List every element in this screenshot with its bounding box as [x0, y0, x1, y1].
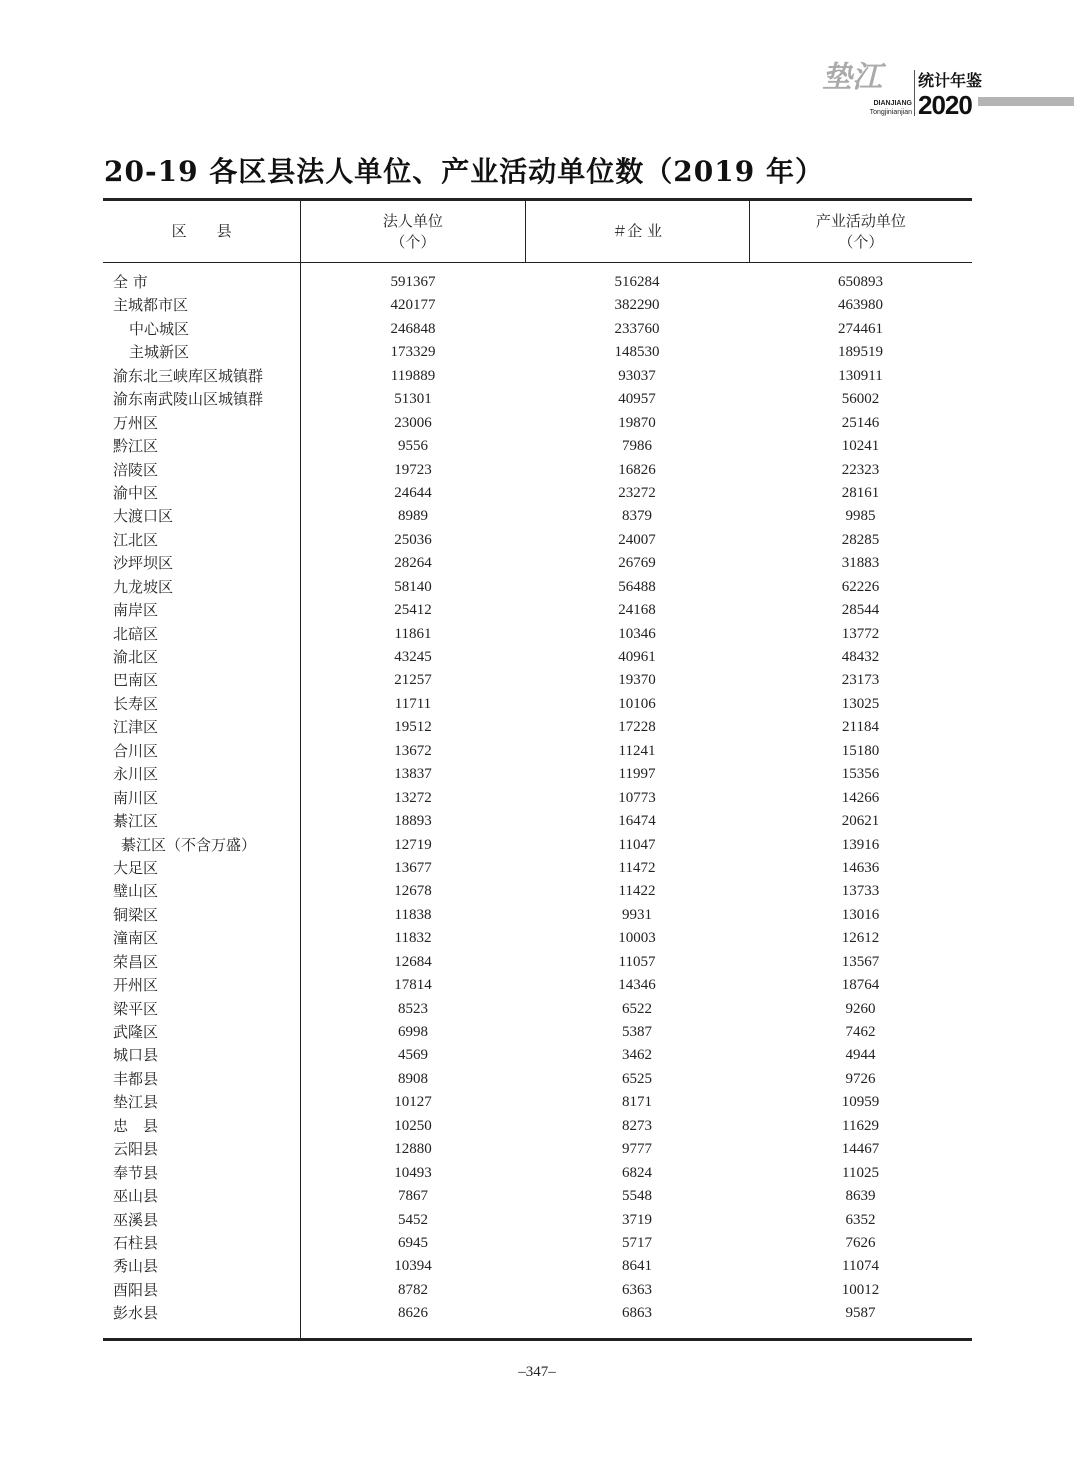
yearbook-logo [822, 60, 983, 120]
district-name: 渝北区 [113, 648, 159, 666]
legal-units-value: 173329 [390, 344, 436, 361]
activity-units-value: 8639 [845, 1188, 876, 1205]
activity-units-value: 7626 [845, 1234, 876, 1251]
enterprises-value: 24007 [618, 531, 656, 548]
logo-divider [914, 70, 915, 116]
district-name: 铜梁区 [113, 905, 159, 924]
page-title: 20-19 各区县法人单位、产业活动单位数（2019 年） [104, 155, 824, 188]
legal-units-value: 43245 [394, 649, 432, 665]
enterprises-value: 8379 [622, 508, 652, 525]
activity-units-value: 11629 [842, 1117, 879, 1134]
legal-units-value: 25036 [394, 531, 432, 548]
district-name: 彭水县 [113, 1304, 159, 1323]
enterprises-value: 11472 [618, 859, 656, 876]
legal-units-value: 12678 [394, 883, 432, 900]
logo-pinyin-line-2: Tongjinianjian [869, 109, 912, 116]
legal-units-value: 19512 [394, 719, 432, 736]
enterprises-value: 6824 [622, 1164, 652, 1181]
activity-units-value: 23173 [841, 672, 880, 689]
enterprises-value: 16826 [618, 461, 656, 478]
table-row [103, 294, 972, 317]
district-name: 涪陵区 [113, 460, 159, 479]
enterprises-value: 11047 [618, 836, 656, 853]
legal-units-value: 9556 [398, 438, 428, 455]
district-name: 丰都县 [113, 1069, 159, 1088]
district-name: 巴南区 [113, 671, 159, 690]
table-row [103, 1255, 972, 1278]
district-name: 江北区 [113, 530, 159, 549]
legal-units-value: 6998 [398, 1024, 428, 1040]
table-row [103, 646, 972, 669]
enterprises-value: 6363 [622, 1281, 652, 1298]
table-row [103, 951, 972, 974]
activity-units-value: 20621 [841, 813, 880, 830]
enterprises-value: 5717 [622, 1234, 652, 1251]
table-row [103, 1302, 972, 1325]
activity-units-value: 25146 [841, 414, 880, 431]
activity-units-value: 21184 [842, 719, 879, 736]
enterprises-value: 93037 [618, 367, 656, 384]
district-name: 潼南区 [113, 929, 159, 948]
enterprises-value: 8641 [622, 1258, 652, 1275]
district-name: 大足区 [113, 858, 159, 877]
district-name: 开州区 [113, 976, 159, 995]
legal-units-value: 12880 [394, 1141, 432, 1158]
legal-units-value: 21257 [394, 672, 432, 689]
legal-units-value: 58140 [394, 578, 432, 595]
activity-units-value: 13733 [841, 883, 880, 900]
table-row [103, 810, 972, 833]
enterprises-value: 14346 [618, 977, 656, 994]
enterprises-value: 40957 [618, 391, 656, 408]
activity-units-value: 14266 [841, 789, 880, 806]
activity-units-value: 15180 [841, 742, 880, 759]
legal-units-value: 119889 [390, 367, 436, 384]
logo-script: 垫江 [822, 60, 882, 95]
column-header-legal-units [300, 201, 524, 262]
district-name: 梁平区 [113, 999, 159, 1018]
activity-units-value: 189519 [838, 344, 883, 361]
district-name: 酉阳县 [113, 1280, 159, 1299]
logo-pinyin [858, 99, 912, 117]
activity-units-value: 9726 [845, 1070, 876, 1087]
table-row [103, 529, 972, 552]
table-row [103, 1185, 972, 1208]
enterprises-value: 8273 [622, 1117, 652, 1134]
activity-units-value: 56002 [841, 391, 880, 408]
enterprises-value: 40961 [618, 649, 656, 665]
column-header-activity-units [749, 201, 972, 262]
district-name: 永川区 [113, 765, 159, 784]
legal-units-value: 7867 [398, 1188, 428, 1205]
enterprises-value: 10346 [618, 625, 656, 642]
district-name: 中心城区 [129, 319, 190, 338]
activity-units-value: 4944 [845, 1047, 876, 1064]
table-row [103, 857, 972, 880]
enterprises-value: 11997 [618, 766, 656, 783]
district-name: 渝东北三峡库区城镇群 [113, 366, 264, 385]
district-name: 主城都市区 [113, 296, 189, 315]
enterprises-value: 10003 [618, 930, 656, 947]
logo-pinyin-line-1: DIANJIANG [873, 100, 912, 107]
legal-units-value: 13677 [394, 859, 432, 876]
legal-units-value: 28264 [394, 555, 432, 572]
activity-units-value: 28285 [841, 531, 880, 548]
table-row [103, 1162, 972, 1185]
column-label: ＃企 业 [612, 222, 663, 240]
district-name: 秀山县 [113, 1257, 159, 1276]
district-name: 渝中区 [113, 483, 159, 502]
legal-units-value: 8626 [398, 1305, 428, 1322]
enterprises-value: 11422 [618, 883, 656, 900]
table-row [103, 1138, 972, 1161]
legal-units-value: 10127 [394, 1094, 432, 1111]
legal-units-value: 420177 [390, 297, 436, 314]
enterprises-value: 11057 [618, 953, 656, 970]
district-name: 綦江区 [113, 812, 159, 831]
legal-units-value: 13272 [394, 789, 432, 806]
activity-units-value: 13772 [841, 625, 880, 642]
legal-units-value: 12719 [394, 836, 432, 853]
district-name: 南岸区 [113, 601, 159, 620]
enterprises-value: 11241 [618, 742, 656, 759]
table-row [103, 552, 972, 575]
district-name: 忠 县 [113, 1116, 159, 1135]
header-gray-bar [978, 97, 1074, 106]
activity-units-value: 13567 [841, 953, 880, 970]
enterprises-value: 26769 [618, 555, 656, 572]
table-row [103, 341, 972, 364]
district-name: 璧山区 [113, 882, 159, 901]
logo-year: 2020 [918, 90, 972, 120]
table-row [103, 1021, 972, 1044]
activity-units-value: 463980 [838, 297, 883, 314]
table-row [103, 365, 972, 388]
district-name: 石柱县 [113, 1233, 159, 1252]
activity-units-value: 11025 [842, 1164, 879, 1181]
column-label: 产业活动单位 [815, 211, 906, 230]
table-row [103, 1232, 972, 1255]
table-row [103, 1209, 972, 1232]
district-name: 巫山县 [113, 1187, 159, 1206]
district-name: 全 市 [113, 273, 148, 291]
activity-units-value: 14467 [841, 1141, 880, 1158]
activity-units-value: 22323 [841, 461, 880, 478]
enterprises-value: 5387 [622, 1024, 652, 1040]
table-row [103, 505, 972, 528]
activity-units-value: 62226 [841, 578, 880, 595]
table-row [103, 576, 972, 599]
legal-units-value: 19723 [394, 461, 432, 478]
enterprises-value: 7986 [622, 438, 652, 455]
legal-units-value: 10394 [394, 1258, 432, 1275]
enterprises-value: 5548 [622, 1188, 652, 1205]
activity-units-value: 650893 [838, 274, 883, 290]
activity-units-value: 7462 [845, 1024, 876, 1040]
district-name: 荣昌区 [113, 952, 159, 971]
table-row [103, 974, 972, 997]
legal-units-value: 6945 [398, 1234, 428, 1251]
data-table [103, 198, 972, 1341]
activity-units-value: 10241 [841, 438, 880, 455]
legal-units-value: 8908 [398, 1070, 428, 1087]
enterprises-value: 3719 [622, 1211, 652, 1228]
table-row [103, 318, 972, 341]
district-name: 武隆区 [113, 1023, 159, 1041]
legal-units-value: 8523 [398, 1000, 428, 1017]
legal-units-value: 23006 [394, 414, 432, 431]
enterprises-value: 233760 [614, 320, 660, 337]
enterprises-value: 6522 [622, 1000, 652, 1017]
activity-units-value: 15356 [841, 766, 880, 783]
activity-units-value: 274461 [838, 320, 883, 337]
activity-units-value: 10012 [841, 1281, 880, 1298]
district-name: 黔江区 [113, 437, 159, 456]
activity-units-value: 9985 [845, 508, 876, 525]
activity-units-value: 6352 [845, 1211, 876, 1228]
table-row [103, 1091, 972, 1114]
enterprises-value: 10773 [618, 789, 656, 806]
legal-units-value: 11832 [394, 930, 432, 947]
column-label: 法人单位 [382, 211, 443, 230]
table-row [103, 880, 972, 903]
table-row [103, 271, 972, 294]
enterprises-value: 9931 [622, 906, 652, 923]
district-name: 主城新区 [129, 343, 190, 362]
enterprises-value: 24168 [618, 602, 656, 619]
activity-units-value: 9260 [845, 1000, 876, 1017]
enterprises-value: 16474 [618, 813, 656, 830]
district-name: 城口县 [113, 1046, 159, 1065]
legal-units-value: 18893 [394, 813, 432, 830]
activity-units-value: 130911 [838, 367, 883, 384]
table-row [103, 716, 972, 739]
activity-units-value: 48432 [841, 649, 880, 665]
legal-units-value: 8989 [398, 508, 428, 525]
district-name: 沙坪坝区 [113, 554, 174, 573]
activity-units-value: 12612 [841, 930, 880, 947]
table-row [103, 482, 972, 505]
table-row [103, 927, 972, 950]
activity-units-value: 28544 [841, 602, 880, 619]
enterprises-value: 6863 [622, 1305, 652, 1322]
district-name: 綦江区（不含万盛） [121, 835, 257, 854]
activity-units-value: 13025 [841, 695, 880, 712]
logo-title: 统计年鉴 [918, 71, 983, 90]
enterprises-value: 516284 [614, 274, 660, 290]
enterprises-value: 17228 [618, 719, 656, 736]
district-name: 九龙坡区 [113, 577, 174, 596]
legal-units-value: 17814 [394, 977, 432, 994]
legal-units-value: 246848 [390, 320, 436, 337]
activity-units-value: 9587 [845, 1305, 876, 1322]
legal-units-value: 51301 [394, 391, 432, 408]
table-row [103, 834, 972, 857]
activity-units-value: 11074 [842, 1258, 879, 1275]
legal-units-value: 591367 [390, 274, 436, 290]
activity-units-value: 18764 [841, 977, 880, 994]
legal-units-value: 10493 [394, 1164, 432, 1181]
district-name: 奉节县 [113, 1163, 159, 1182]
legal-units-value: 4569 [398, 1047, 428, 1064]
district-name: 南川区 [113, 788, 159, 807]
table-row [103, 787, 972, 810]
district-name: 万州区 [113, 413, 159, 432]
table-row [103, 693, 972, 716]
enterprises-value: 8171 [622, 1094, 652, 1111]
district-name: 巫溪县 [113, 1210, 159, 1229]
column-unit: （个） [390, 232, 436, 251]
column-header-enterprises [525, 201, 749, 262]
column-unit: （个） [838, 232, 884, 251]
legal-units-value: 12684 [394, 953, 432, 970]
enterprises-value: 19370 [618, 672, 656, 689]
table-row [103, 740, 972, 763]
legal-units-value: 10250 [394, 1117, 432, 1134]
table-row [103, 459, 972, 482]
activity-units-value: 14636 [841, 859, 880, 876]
legal-units-value: 13672 [394, 742, 432, 759]
legal-units-value: 5452 [398, 1211, 428, 1228]
enterprises-value: 3462 [622, 1047, 652, 1064]
table-row [103, 435, 972, 458]
activity-units-value: 13916 [841, 836, 880, 853]
enterprises-value: 56488 [618, 578, 656, 595]
activity-units-value: 28161 [841, 484, 880, 501]
district-name: 合川区 [113, 741, 159, 760]
activity-units-value: 10959 [841, 1094, 880, 1111]
column-label: 区 县 [171, 222, 232, 240]
enterprises-value: 10106 [618, 695, 656, 712]
table-row [103, 1115, 972, 1138]
table-body [103, 263, 972, 1338]
table-row [103, 623, 972, 646]
table-row [103, 1279, 972, 1302]
table-row [103, 1044, 972, 1067]
table-row [103, 599, 972, 622]
legal-units-value: 25412 [394, 602, 432, 619]
district-name: 北碚区 [113, 624, 159, 643]
enterprises-value: 148530 [614, 344, 660, 361]
table-row [103, 1068, 972, 1091]
enterprises-value: 6525 [622, 1070, 652, 1087]
table-row [103, 998, 972, 1021]
legal-units-value: 24644 [394, 484, 432, 501]
legal-units-value: 13837 [394, 766, 432, 783]
activity-units-value: 31883 [841, 555, 880, 572]
table-row [103, 669, 972, 692]
district-name: 渝东南武陵山区城镇群 [113, 390, 264, 409]
legal-units-value: 8782 [398, 1281, 428, 1298]
table-header [103, 201, 972, 263]
enterprises-value: 382290 [614, 297, 660, 314]
district-name: 大渡口区 [113, 507, 174, 526]
enterprises-value: 23272 [618, 484, 656, 501]
district-name: 云阳县 [113, 1140, 159, 1159]
column-header-district [103, 201, 300, 262]
district-name: 江津区 [113, 718, 159, 737]
legal-units-value: 11711 [394, 695, 432, 712]
legal-units-value: 11861 [394, 625, 432, 642]
page-number: –347– [518, 1364, 556, 1380]
district-name: 长寿区 [113, 694, 159, 713]
table-row [103, 763, 972, 786]
table-row [103, 388, 972, 411]
enterprises-value: 9777 [622, 1141, 652, 1158]
table-row [103, 412, 972, 435]
table-row [103, 904, 972, 927]
enterprises-value: 19870 [618, 414, 656, 431]
legal-units-value: 11838 [394, 906, 432, 923]
activity-units-value: 13016 [841, 906, 880, 923]
district-name: 垫江县 [113, 1093, 159, 1112]
